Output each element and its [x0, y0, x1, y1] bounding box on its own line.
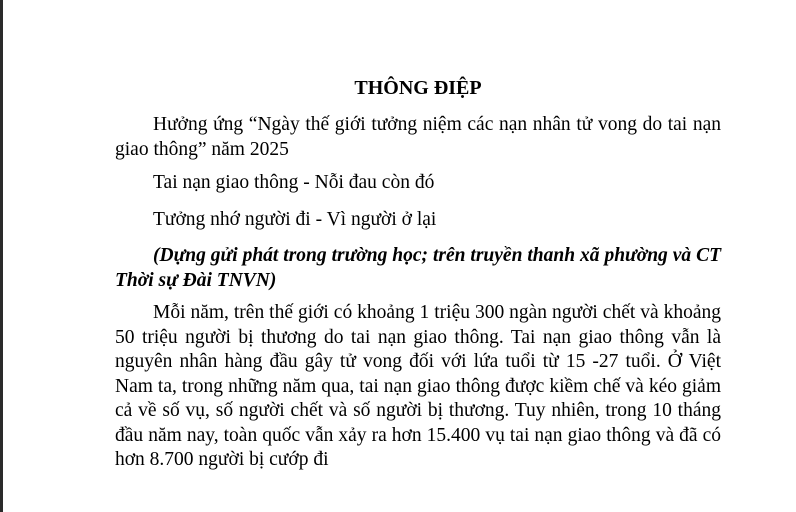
- document-title: THÔNG ĐIỆP: [354, 77, 482, 99]
- broadcast-note: (Dựng gửi phát trong trường học; trên truyền thanh xã phường và CT Thời sự Đài TNVN): [115, 245, 721, 291]
- intro-paragraph: Hưởng ứng “Ngày thế giới tưởng niệm các nạn nhân tử vong do tai nạn giao thông” năm 2025: [115, 114, 721, 160]
- page-left-border: [0, 0, 3, 512]
- body-paragraph: Mỗi năm, trên thế giới có khoảng 1 triệu 300 ngàn người chết và khoảng 50 triệu người bị thương do tai nạn giao thông. Tai nạn giao thông vẫn là nguyên nhân hàng đầu gây tử vong đối với lứa tuổi từ 15 -27 tuổi. Ở Việt Nam ta, trong những năm qua, tai nạn giao thông được kiềm chế và kéo giảm cả về số vụ, số người chết và số người bị thương. Tuy nhiên, trong 10 tháng đầu năm nay, toàn quốc vẫn xảy ra hơn 15.400 vụ tai nạn giao thông và đã có hơn 8.700 người bị cướp đi: [115, 302, 721, 470]
- document-page: [115, 73, 721, 473]
- slogan-line-1: Tai nạn giao thông - Nỗi đau còn đó: [153, 172, 435, 193]
- slogan-line-2: Tưởng nhớ người đi - Vì người ở lại: [153, 208, 437, 230]
